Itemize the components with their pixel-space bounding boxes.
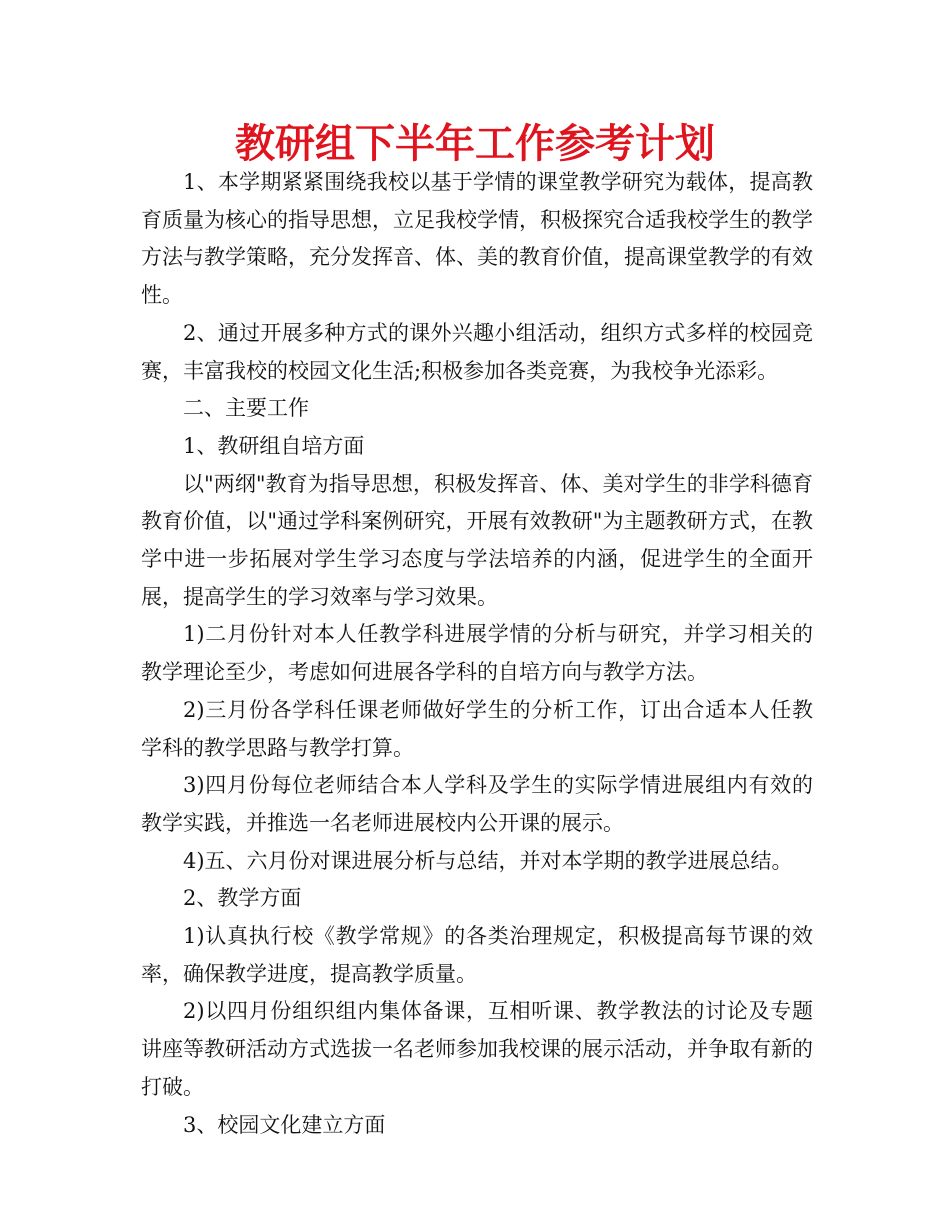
subsection-heading: 2、教学方面 [183, 886, 302, 911]
document-body [141, 164, 813, 1144]
list-item: 2)以四月份组织组内集体备课，互相听课、教学教法的讨论及专题讲座等教研活动方式选拔一名老师参加我校课的展示活动，并争取有新的打破。 [141, 999, 813, 1099]
list-item: 3)四月份每位老师结合本人学科及学生的实际学情进展组内有效的教学实践，并推选一名老师进展校内公开课的展示。 [141, 773, 813, 835]
subsection-heading: 3、校园文化建立方面 [183, 1112, 386, 1137]
paragraph: 2、通过开展多种方式的课外兴趣小组活动，组织方式多样的校园竞赛，丰富我校的校园文化生活;积极参加各类竞赛，为我校争光添彩。 [141, 320, 813, 383]
list-item: 4)五、六月份对课进展分析与总结，并对本学期的教学进展总结。 [183, 848, 793, 873]
list-item: 2)三月份各学科任课老师做好学生的分析工作，订出合适本人任教学科的教学思路与教学打算。 [141, 697, 813, 760]
subsection-heading: 1、教研组自培方面 [183, 433, 365, 458]
list-item: 1)认真执行校《教学常规》的各类治理规定，积极提高每节课的效率，确保教学进度，提高教学质量。 [141, 924, 813, 986]
list-item: 1)二月份针对本人任教学科进展学情的分析与研究，并学习相关的教学理论至少，考虑如何进展各学科的自培方向与教学方法。 [141, 622, 813, 685]
paragraph: 1、本学期紧紧围绕我校以基于学情的课堂教学研究为载体，提高教育质量为核心的指导思想，立足我校学情，积极探究合适我校学生的教学方法与教学策略，充分发挥音、体、美的教育价值，提高课堂教学的有效性。 [141, 170, 813, 308]
document-title: 教研组下半年工作参考计划 [235, 121, 715, 167]
section-heading: 二、主要工作 [183, 396, 309, 421]
paragraph: 以"两纲"教育为指导思想，积极发挥音、体、美对学生的非学科德育教育价值，以"通过学科案例研究，开展有效教研"为主题教研方式，在教学中进一步拓展对学生学习态度与学法培养的内涵，促进学生的全面开展，提高学生的学习效率与学习效果。 [141, 471, 813, 609]
